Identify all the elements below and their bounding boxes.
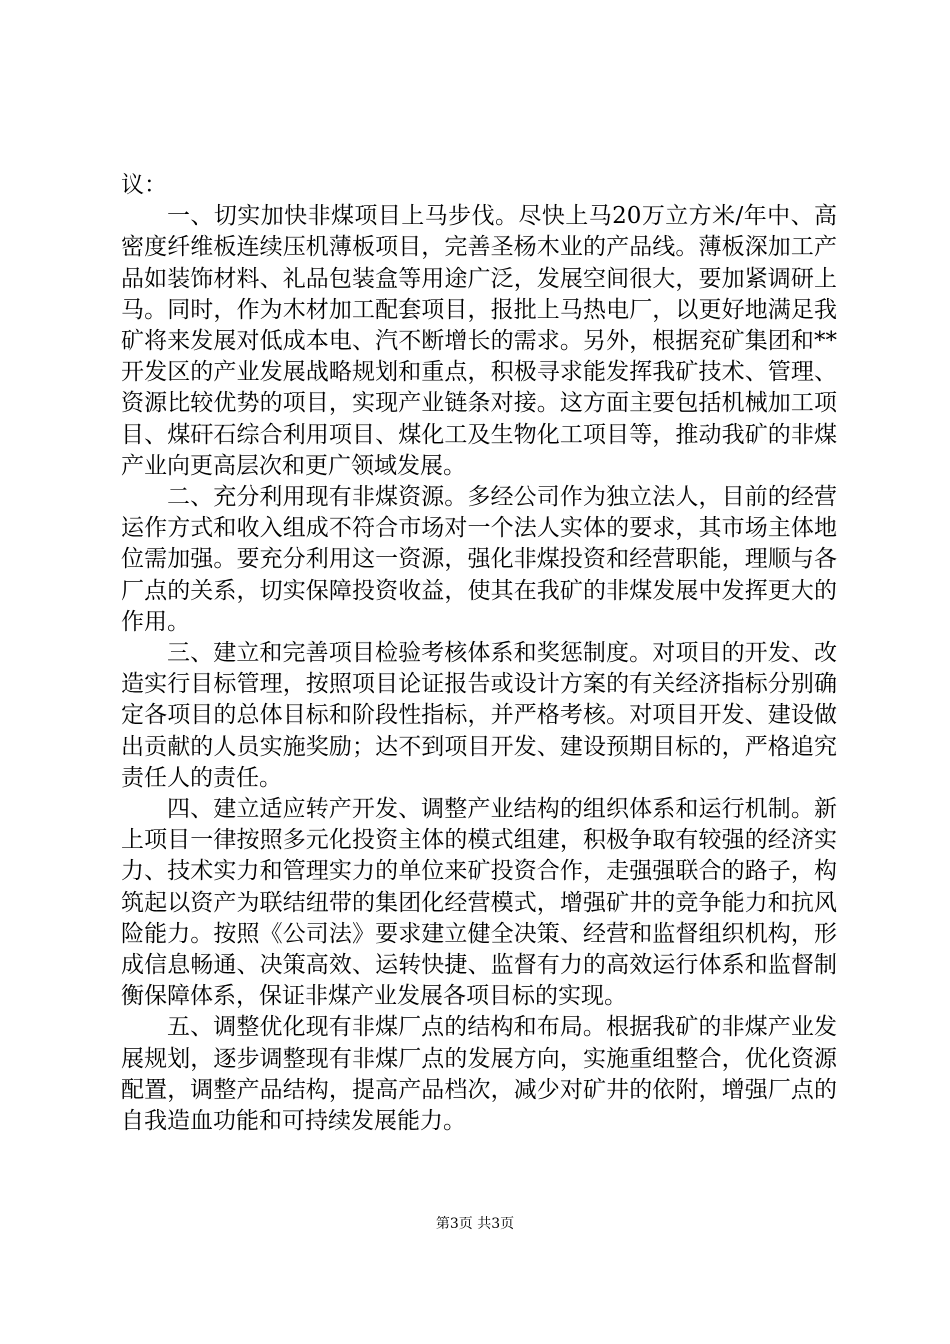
document-body: [121, 170, 837, 1137]
paragraph-item-5: 五、调整优化现有非煤厂点的结构和布局。根据我矿的非煤产业发展规划，逐步调整现有非煤厂点的发展方向，实施重组整合，优化资源配置，调整产品结构，提高产品档次，减少对矿井的依附，增强厂点的自我造血功能和可持续发展能力。: [121, 1014, 837, 1135]
paragraph-item-1: 一、切实加快非煤项目上马步伐。尽快上马20万立方米/年中、高密度纤维板连续压机薄板项目，完善圣杨木业的产品线。薄板深加工产品如装饰材料、礼品包装盒等用途广泛，发展空间很大，要加紧调研上马。同时，作为木材加工配套项目，报批上马热电厂，以更好地满足我矿将来发展对低成本电、汽不断增长的需求。另外，根据兖矿集团和**开发区的产业发展战略规划和重点，积极寻求能发挥我矿技术、管理、资源比较优势的项目，实现产业链条对接。这方面主要包括机械加工项目、煤矸石综合利用项目、煤化工及生物化工项目等，推动我矿的非煤产业向更高层次和更广领域发展。: [121, 203, 837, 479]
page-footer: 第3页 共3页: [435, 1216, 515, 1232]
paragraph-item-2: 二、充分利用现有非煤资源。多经公司作为独立法人，目前的经营运作方式和收入组成不符合市场对一个法人实体的要求，其市场主体地位需加强。要充分利用这一资源，强化非煤投资和经营职能，理顺与各厂点的关系，切实保障投资收益，使其在我矿的非煤发展中发挥更大的作用。: [121, 484, 837, 635]
paragraph-continuation: 议：: [121, 172, 167, 198]
paragraph-item-3: 三、建立和完善项目检验考核体系和奖惩制度。对项目的开发、改造实行目标管理，按照项目论证报告或设计方案的有关经济指标分别确定各项目的总体目标和阶段性指标，并严格考核。对项目开发、建设做出贡献的人员实施奖励；达不到项目开发、建设预期目标的，严格追究责任人的责任。: [121, 640, 837, 791]
paragraph-item-4: 四、建立适应转产开发、调整产业结构的组织体系和运行机制。新上项目一律按照多元化投资主体的模式组建，积极争取有较强的经济实力、技术实力和管理实力的单位来矿投资合作，走强强联合的路子，构筑起以资产为联结纽带的集团化经营模式，增强矿井的竞争能力和抗风险能力。按照《公司法》要求建立健全决策、经营和监督组织机构，形成信息畅通、决策高效、运转快捷、监督有力的高效运行体系和监督制衡保障体系，保证非煤产业发展各项目标的实现。: [121, 796, 837, 1010]
